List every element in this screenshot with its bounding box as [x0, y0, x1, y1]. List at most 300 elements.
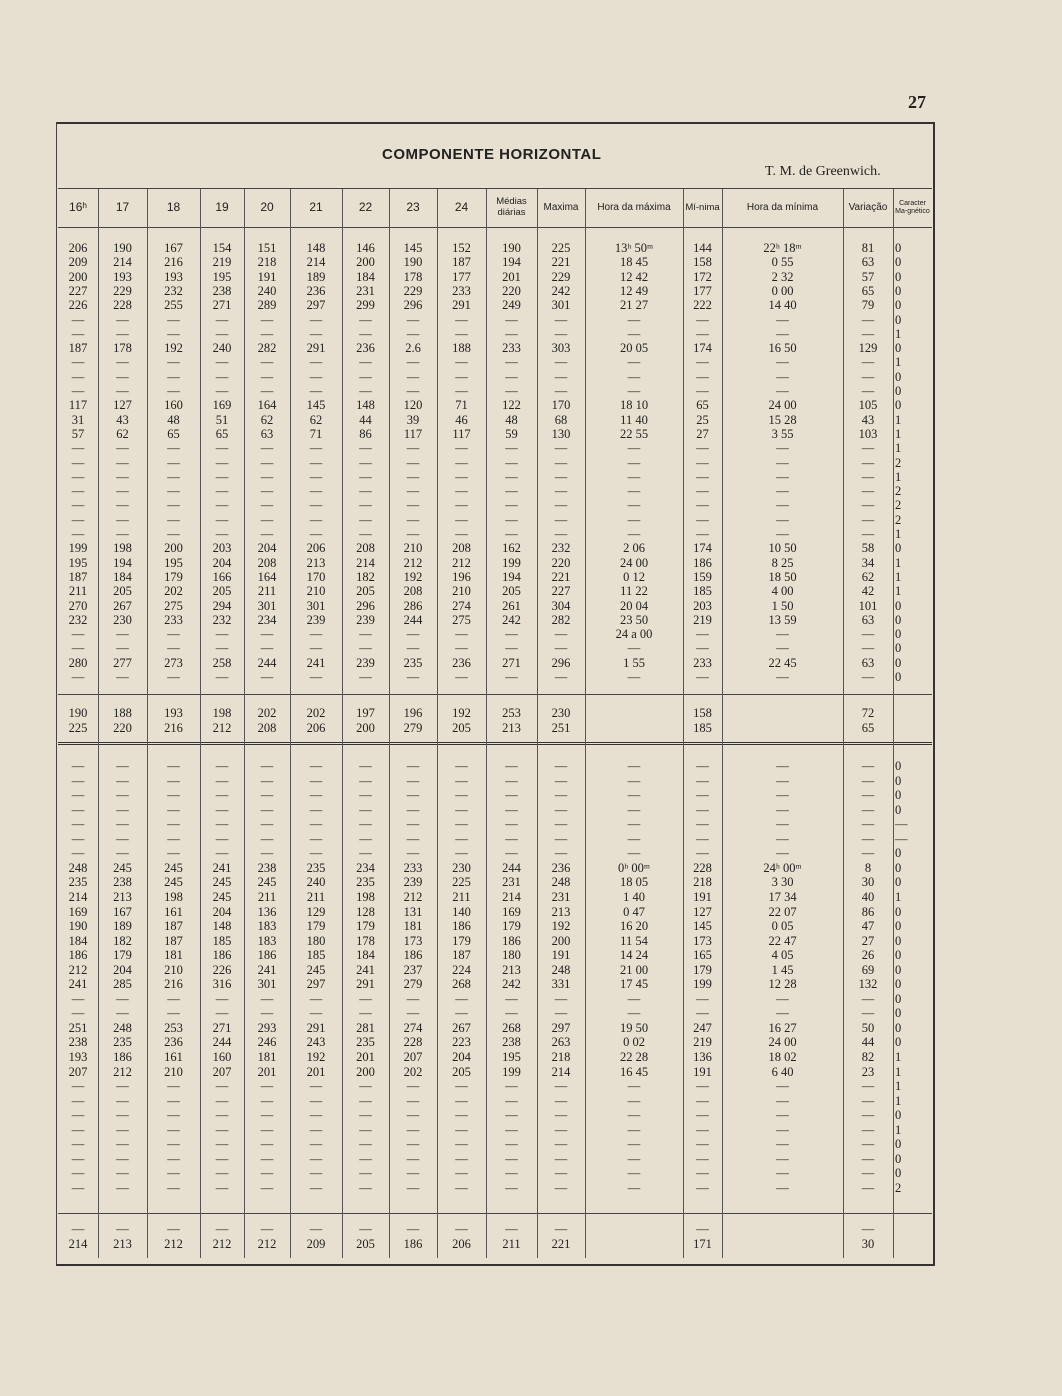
- table-cell: 201: [356, 1050, 375, 1064]
- table-cell: 241: [212, 860, 232, 875]
- table-cell: —: [215, 817, 229, 832]
- table-cell: 164: [257, 398, 277, 413]
- table-cell: 166: [212, 569, 232, 584]
- table-cell: —: [696, 441, 709, 456]
- table-cell: —: [696, 1108, 709, 1123]
- table-cell: 206: [68, 241, 88, 255]
- table-cell: 194: [502, 569, 521, 584]
- table-cell: 236: [306, 283, 326, 298]
- table-cell: 214: [551, 1064, 571, 1079]
- table-cell: —: [505, 1180, 518, 1195]
- table-cell: —: [861, 1166, 875, 1181]
- table-row: [58, 398, 932, 412]
- table-cell: 177: [693, 283, 712, 298]
- table-cell: —: [215, 788, 229, 803]
- table-cell: —: [627, 469, 641, 484]
- table-cell: 200: [551, 933, 571, 948]
- table-cell: —: [359, 498, 372, 513]
- table-cell: 232: [164, 283, 183, 298]
- table-cell: 221: [551, 1236, 571, 1251]
- table-cell: 15 28: [768, 412, 797, 427]
- table-cell: —: [116, 1079, 129, 1094]
- table-cell: 1: [895, 469, 902, 484]
- table-cell: —: [215, 1222, 229, 1236]
- table-cell: 161: [164, 904, 183, 919]
- table-cell: 245: [113, 860, 132, 875]
- table-cell: —: [505, 484, 518, 499]
- table-cell: 18 02: [768, 1050, 797, 1064]
- table-cell: 229: [551, 269, 571, 284]
- table-cell: 190: [68, 919, 88, 934]
- table-cell: —: [861, 498, 875, 513]
- table-cell: 21 00: [619, 962, 649, 977]
- table-cell: —: [215, 1137, 229, 1152]
- table-cell: —: [260, 788, 274, 803]
- table-cell: 181: [257, 1050, 277, 1064]
- table-cell: 218: [693, 875, 712, 890]
- table-cell: 187: [164, 933, 183, 948]
- table-cell: —: [505, 759, 518, 773]
- table-row: [58, 613, 932, 627]
- table-cell: —: [406, 1151, 420, 1166]
- table-cell: —: [627, 1151, 641, 1166]
- table-cell: —: [554, 831, 568, 846]
- table-cell: —: [215, 641, 229, 656]
- table-cell: 62: [260, 412, 274, 427]
- table-cell: 199: [68, 541, 88, 556]
- table-cell: —: [215, 1151, 229, 1166]
- table-cell: 1: [895, 555, 902, 570]
- table-cell: 178: [356, 933, 375, 948]
- table-row: [58, 656, 932, 670]
- table-cell: 14 40: [768, 298, 797, 313]
- table-cell: —: [861, 455, 875, 470]
- table-cell: 244: [502, 860, 521, 875]
- table-cell: —: [71, 817, 85, 832]
- table-cell: 39: [406, 412, 420, 427]
- column-header: 24: [454, 200, 469, 215]
- table-cell: —: [167, 1180, 180, 1195]
- table-cell: —: [776, 469, 789, 484]
- table-cell: —: [455, 817, 468, 832]
- table-cell: —: [116, 384, 129, 398]
- table-cell: 58: [861, 541, 875, 556]
- table-cell: —: [71, 498, 85, 513]
- table-cell: —: [455, 1108, 468, 1123]
- table-cell: 212: [68, 962, 88, 977]
- table-cell: 22 28: [619, 1050, 649, 1064]
- table-cell: —: [776, 1093, 789, 1108]
- table-cell: —: [554, 788, 568, 803]
- table-cell: —: [861, 641, 875, 656]
- table-cell: —: [260, 326, 274, 341]
- table-cell: 188: [113, 706, 132, 720]
- table-cell: 194: [113, 555, 132, 570]
- table-cell: —: [627, 527, 641, 541]
- table-cell: —: [215, 802, 229, 817]
- table-cell: 8: [864, 860, 872, 875]
- table-cell: —: [627, 1122, 641, 1137]
- table-cell: 225: [452, 875, 471, 890]
- table-cell: 304: [551, 598, 571, 613]
- table-cell: —: [554, 355, 568, 370]
- table-cell: 193: [113, 269, 132, 284]
- table-cell: —: [455, 991, 468, 1006]
- table-cell: —: [554, 846, 568, 861]
- table-cell: —: [309, 369, 323, 384]
- table-cell: —: [71, 1093, 85, 1108]
- table-cell: 205: [502, 584, 521, 599]
- table-cell: 24 00: [768, 398, 797, 413]
- table-cell: 296: [356, 598, 375, 613]
- table-cell: —: [167, 326, 180, 341]
- table-cell: —: [359, 1079, 372, 1094]
- table-cell: 227: [551, 584, 571, 599]
- table-cell: —: [309, 641, 323, 656]
- table-cell: 182: [113, 933, 132, 948]
- table-cell: —: [455, 355, 468, 370]
- table-cell: 216: [164, 977, 183, 992]
- table-cell: 277: [113, 655, 132, 670]
- table-cell: 233: [452, 283, 471, 298]
- table-cell: —: [627, 355, 641, 370]
- table-cell: 233: [403, 860, 423, 875]
- table-cell: —: [861, 759, 875, 773]
- table-cell: 223: [452, 1035, 471, 1050]
- table-cell: 205: [212, 584, 232, 599]
- table-cell: —: [776, 484, 789, 499]
- table-cell: —: [215, 670, 229, 684]
- table-cell: —: [71, 788, 85, 803]
- table-cell: 63: [260, 426, 274, 441]
- table-cell: 0: [895, 919, 902, 934]
- table-cell: 261: [502, 598, 521, 613]
- table-row: [58, 846, 932, 860]
- table-cell: 210: [164, 1064, 183, 1079]
- table-cell: [893, 1222, 934, 1236]
- table-cell: 204: [452, 1050, 471, 1064]
- table-cell: 230: [452, 860, 471, 875]
- table-cell: —: [455, 498, 468, 513]
- table-cell: 231: [356, 283, 375, 298]
- table-cell: —: [71, 831, 85, 846]
- table-cell: —: [215, 1093, 229, 1108]
- table-cell: 16 50: [768, 341, 797, 356]
- table-cell: 130: [551, 426, 571, 441]
- table-cell: —: [696, 802, 709, 817]
- table-cell: —: [406, 846, 420, 861]
- table-cell: —: [359, 1122, 372, 1137]
- table-cell: 242: [502, 977, 521, 992]
- table-row: [58, 832, 932, 846]
- table-cell: 178: [403, 269, 423, 284]
- table-cell: 279: [403, 720, 423, 735]
- table-cell: 202: [257, 706, 277, 720]
- table-cell: 201: [502, 269, 521, 284]
- table-cell: 205: [452, 1064, 471, 1079]
- table-cell: [893, 1237, 934, 1251]
- table-row: [58, 513, 932, 527]
- table-cell: —: [505, 773, 518, 788]
- table-cell: 174: [693, 541, 712, 556]
- table-cell: 0: [895, 283, 902, 298]
- table-cell: —: [861, 802, 875, 817]
- table-cell: 0 00: [771, 283, 794, 298]
- table-cell: 245: [257, 875, 277, 890]
- table-cell: 2.6: [405, 341, 421, 356]
- table-cell: 117: [403, 426, 423, 441]
- table-cell: —: [406, 512, 420, 527]
- table-cell: 297: [306, 977, 326, 992]
- table-cell: 240: [257, 283, 277, 298]
- table-cell: 227: [68, 283, 88, 298]
- table-cell: —: [455, 469, 468, 484]
- table-row: [58, 470, 932, 484]
- table-row: [58, 1137, 932, 1151]
- table-cell: 2 32: [771, 269, 794, 284]
- table-cell: —: [406, 1180, 420, 1195]
- table-cell: 11 40: [620, 412, 648, 427]
- table-cell: —: [776, 369, 789, 384]
- table-cell: —: [554, 469, 568, 484]
- table-cell: 187: [452, 255, 471, 270]
- table-cell: 201: [306, 1064, 326, 1079]
- table-cell: —: [260, 641, 274, 656]
- table-cell: —: [505, 441, 518, 456]
- table-cell: —: [309, 527, 323, 541]
- table-cell: —: [406, 1122, 420, 1137]
- table-cell: 0: [895, 627, 902, 642]
- table-cell: 192: [306, 1050, 326, 1064]
- table-cell: 18 05: [619, 875, 649, 890]
- table-cell: 200: [356, 720, 375, 735]
- table-cell: 16 20: [619, 919, 649, 934]
- table-cell: 294: [212, 598, 232, 613]
- table-cell: 63: [861, 655, 875, 670]
- table-cell: —: [861, 469, 875, 484]
- table-cell: 230: [113, 612, 132, 627]
- table-cell: —: [309, 1122, 323, 1137]
- table-cell: —: [167, 512, 180, 527]
- table-cell: 208: [356, 541, 375, 556]
- table-cell: 65: [167, 426, 180, 441]
- table-cell: 202: [164, 584, 183, 599]
- table-cell: —: [260, 369, 274, 384]
- table-cell: —: [861, 1180, 875, 1195]
- table-cell: 206: [306, 720, 326, 735]
- table-cell: —: [309, 759, 323, 773]
- table-cell: —: [627, 384, 641, 398]
- table-cell: 204: [113, 962, 132, 977]
- table-cell: 195: [164, 555, 183, 570]
- table-cell: —: [627, 773, 641, 788]
- table-cell: —: [406, 326, 420, 341]
- table-cell: —: [627, 312, 641, 327]
- table-cell: —: [215, 1180, 229, 1195]
- table-cell: —: [554, 441, 568, 456]
- table-cell: [585, 721, 683, 735]
- table-cell: 79: [861, 298, 875, 313]
- table-cell: —: [696, 1093, 709, 1108]
- table-row: [58, 1021, 932, 1035]
- table-cell: —: [215, 512, 229, 527]
- table-cell: 1: [895, 569, 902, 584]
- table-cell: 229: [403, 283, 423, 298]
- table-cell: 24 a 00: [615, 627, 653, 642]
- table-cell: —: [116, 1137, 129, 1152]
- table-cell: —: [861, 384, 875, 398]
- table-cell: —: [627, 1108, 641, 1123]
- table-cell: 183: [257, 919, 277, 934]
- table-cell: 212: [257, 1236, 277, 1251]
- table-cell: 245: [212, 889, 232, 904]
- table-cell: —: [776, 384, 789, 398]
- table-cell: 0: [895, 991, 902, 1006]
- table-cell: —: [71, 1137, 85, 1152]
- table-cell: —: [776, 455, 789, 470]
- table-cell: 275: [164, 598, 183, 613]
- table-cell: 194: [502, 255, 521, 270]
- table-cell: —: [406, 641, 420, 656]
- table-cell: —: [696, 498, 709, 513]
- table-cell: —: [696, 773, 709, 788]
- table-cell: 1 40: [623, 889, 645, 904]
- table-cell: —: [215, 498, 229, 513]
- table-cell: 1: [895, 584, 902, 599]
- table-cell: —: [861, 484, 875, 499]
- table-cell: —: [309, 1151, 323, 1166]
- table-cell: —: [167, 1122, 180, 1137]
- table-cell: 211: [502, 1236, 521, 1251]
- table-cell: 187: [452, 948, 471, 963]
- table-cell: —: [116, 512, 129, 527]
- table-cell: 0: [895, 641, 902, 656]
- table-cell: 154: [212, 241, 232, 255]
- table-row: [58, 541, 932, 555]
- table-cell: —: [260, 1108, 274, 1123]
- table-cell: 208: [403, 584, 423, 599]
- table-cell: 195: [502, 1050, 521, 1064]
- table-cell: —: [309, 455, 323, 470]
- table-cell: 240: [306, 875, 326, 890]
- table-cell: 162: [502, 541, 521, 556]
- table-cell: —: [776, 627, 789, 642]
- table-cell: 57: [71, 426, 85, 441]
- table-cell: —: [167, 355, 180, 370]
- table-cell: —: [696, 831, 709, 846]
- table-cell: —: [627, 1137, 641, 1152]
- table-cell: 101: [858, 598, 878, 613]
- table-cell: 241: [257, 962, 277, 977]
- table-cell: —: [71, 1122, 85, 1137]
- table-cell: 1: [895, 326, 902, 341]
- table-cell: 296: [551, 655, 571, 670]
- table-cell: 158: [693, 706, 712, 720]
- table-cell: 0: [895, 269, 902, 284]
- table-cell: —: [554, 773, 568, 788]
- table-cell: 30: [861, 875, 875, 890]
- table-cell: —: [260, 498, 274, 513]
- table-cell: 3 30: [771, 875, 794, 890]
- table-cell: —: [215, 831, 229, 846]
- table-row: [58, 706, 932, 720]
- table-cell: —: [71, 355, 85, 370]
- table-cell: 0: [895, 1108, 902, 1123]
- table-cell: 179: [306, 919, 326, 934]
- table-cell: 231: [551, 889, 571, 904]
- table-row: [58, 641, 932, 655]
- table-cell: —: [627, 817, 641, 832]
- table-cell: —: [71, 512, 85, 527]
- table-cell: —: [260, 1122, 274, 1137]
- table-cell: 233: [502, 341, 521, 356]
- table-cell: 208: [452, 541, 471, 556]
- table-cell: —: [505, 384, 518, 398]
- table-cell: 214: [356, 555, 375, 570]
- table-cell: 23: [861, 1064, 875, 1079]
- table-cell: 236: [356, 341, 375, 356]
- table-cell: —: [215, 484, 229, 499]
- table-cell: 297: [551, 1020, 571, 1035]
- table-cell: —: [505, 670, 518, 684]
- table-cell: —: [627, 641, 641, 656]
- table-row: [58, 484, 932, 498]
- table-cell: 0: [895, 312, 902, 327]
- table-cell: 1: [895, 426, 902, 441]
- table-cell: 0: [895, 1137, 902, 1152]
- table-cell: 239: [403, 875, 423, 890]
- table-cell: —: [554, 484, 568, 499]
- table-cell: 221: [551, 569, 571, 584]
- table-cell: 0: [895, 1020, 902, 1035]
- table-cell: 234: [356, 860, 375, 875]
- table-cell: 180: [306, 933, 326, 948]
- table-cell: 185: [212, 933, 232, 948]
- table-cell: —: [776, 1180, 789, 1195]
- table-cell: 186: [403, 1236, 423, 1251]
- table-cell: 200: [68, 269, 88, 284]
- table-row: [58, 948, 932, 962]
- table-cell: —: [116, 670, 129, 684]
- table-cell: —: [554, 326, 568, 341]
- table-cell: 1: [895, 889, 902, 904]
- table-cell: 20 04: [619, 598, 649, 613]
- table-cell: 27: [861, 933, 875, 948]
- table-cell: —: [861, 817, 875, 832]
- table-cell: —: [455, 384, 468, 398]
- table-cell: —: [455, 1166, 468, 1181]
- table-cell: 202: [306, 706, 326, 720]
- table-cell: —: [116, 846, 129, 861]
- table-cell: 198: [212, 706, 232, 720]
- table-cell: —: [895, 831, 908, 846]
- table-cell: [722, 1222, 843, 1236]
- table-cell: —: [406, 759, 420, 773]
- table-cell: —: [167, 498, 180, 513]
- table-cell: —: [167, 802, 180, 817]
- table-cell: —: [627, 1180, 641, 1195]
- table-cell: —: [406, 670, 420, 684]
- table-cell: —: [260, 527, 274, 541]
- table-cell: 185: [693, 720, 712, 735]
- table-cell: 279: [403, 977, 423, 992]
- table-cell: 0ʰ 00ᵐ: [617, 860, 650, 875]
- table-cell: 127: [113, 398, 132, 413]
- table-cell: 219: [693, 612, 712, 627]
- table-cell: —: [406, 1222, 420, 1236]
- table-cell: —: [861, 1151, 875, 1166]
- table-cell: —: [455, 1079, 468, 1094]
